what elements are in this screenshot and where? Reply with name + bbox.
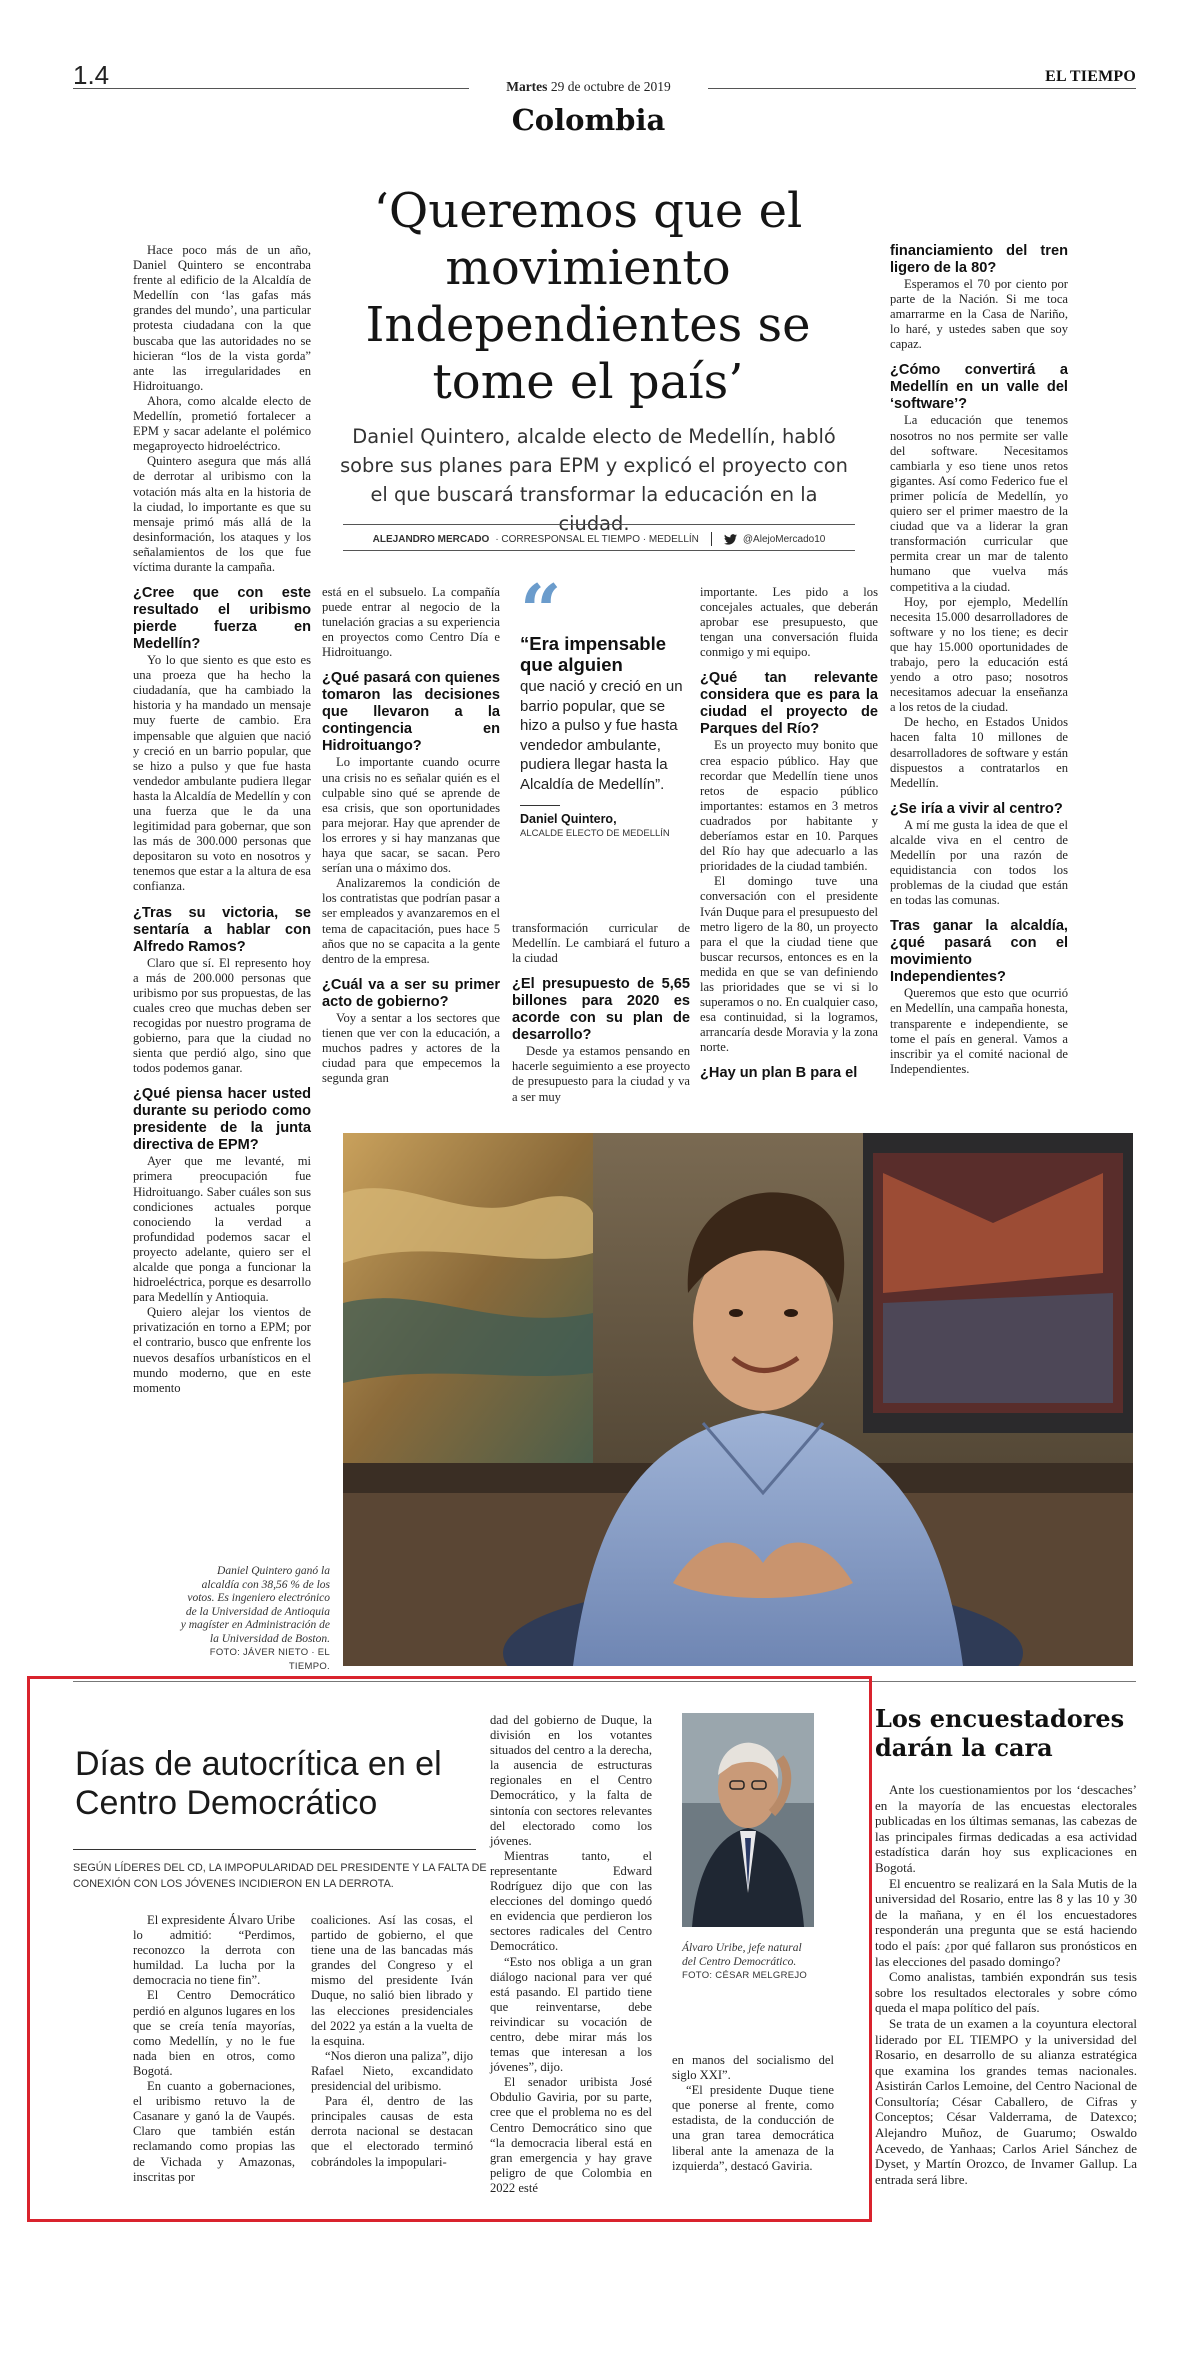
main-photo-caption-text: Daniel Quintero ganó la alcaldía con 38,56 % de los votos. Es ingeniero electrónico de la Universidad de Antioquia y magíster en Administración de la Universidad de Boston. — [180, 1565, 330, 1645]
main-deck: Daniel Quintero, alcalde electo de Medellín, habló sobre sus planes para EPM y explicó el proyecto con el que buscará transformar la educación en la ciudad. — [340, 425, 848, 535]
pull-quote-lead: “Era impensable que alguien — [520, 633, 667, 675]
question-heading: ¿Se iría a vivir al centro? — [890, 800, 1063, 817]
paragraph: coaliciones. Así las cosas, el partido de gobierno, el que tiene una de las bancadas más grandes del Congreso y el mismo del presidente Iván Duque, no salió bien librado y las elecciones presidenciales del 2022 ya están a la vuelta de la esquina. — [311, 1913, 473, 2048]
paragraph: importante. Les pido a los concejales actuales, que deberán aprobar ese presupuesto, que tengan una conversación fluida conmigo y mi equipo. — [700, 585, 878, 660]
cd-headline: Días de autocrítica en el Centro Democrático — [75, 1745, 442, 1822]
paragraph: Queremos que esto que ocurrió en Medellín, una campaña honesta, transparente e independiente, se tome el país en general. Vamos a inscribir ya el comité nacional de Independientes. — [890, 986, 1068, 1076]
main-column-3 — [512, 921, 690, 1105]
byline-twitter: @AlejoMercado10 — [742, 533, 826, 545]
twitter-icon — [724, 534, 737, 545]
header-rule-left — [73, 88, 469, 89]
paragraph: De hecho, en Estados Unidos hacen falta 10 millones de desarrolladores de software y están dispuestos a contratarlos en Medellín. — [890, 715, 1068, 790]
pull-quote-author: Daniel Quintero, — [520, 812, 617, 826]
paragraph: Hace poco más de un año, Daniel Quintero se encontraba frente al edificio de la Alcaldía de Medellín con ‘las gafas más grandes del mundo’, una particular protesta ciudadana con la que buscaba que las autoridades no se hicieran “los de la vista gorda” ante las irregularidades en Hidroituango. — [133, 243, 311, 393]
question-heading: Tras ganar la alcaldía, ¿qué pasará con el movimiento Independientes? — [890, 918, 1068, 986]
question-heading: ¿Cree que con este resultado el uribismo pierde fuerza en Medellín? — [133, 585, 311, 653]
paragraph: Yo lo que siento es que esto es una proeza que ha hecho la ciudadanía, que ha cambiado la historia y ha mandado un mensaje muy fuerte de cambio. Era impensable que alguien que nació y creció en un barrio popular, que se hizo a pulso y que fue hasta vendedor ambulante pudiera llegar hasta la Alcaldía de Medellín y con una fuerza que le da una legitimidad para gobernar, que son las más de 300.000 personas que depositaron su voto en nosotros y tenemos que estar a la altura de esa confianza. — [133, 653, 311, 894]
main-column-4 — [700, 585, 878, 1082]
byline-divider — [711, 532, 712, 546]
question-heading: ¿Hay un plan B para el — [700, 1065, 858, 1082]
cd-column-1 — [133, 1913, 295, 2185]
question-heading: ¿Qué tan relevante considera que es para la ciudad el proyecto de Parques del Río? — [700, 670, 878, 738]
cd-deck-rule — [73, 1849, 476, 1850]
paragraph: El Centro Democrático perdió en algunos lugares en los que se creía tenía mayorías, como Medellín, y no le fue nada bien en otros, como Bogotá. — [133, 1988, 295, 2078]
header-date — [469, 79, 708, 95]
cd-column-2 — [311, 1913, 473, 2170]
question-heading: financiamiento del tren ligero de la 80? — [890, 243, 1068, 276]
paragraph: está en el subsuelo. La compañía puede entrar al negocio de la tunelación gracias a su experiencia en proyectos como Centro Día e Hidroituango. — [322, 585, 500, 660]
uribe-photo-caption — [682, 1942, 814, 1983]
paragraph: Claro que sí. El represento hoy a más de 200.000 personas que uribismo por sus propuestas, de las cuales creo que muchas deben ser recogidas por nuestro programa de gobierno, para que la ciudad no sienta que perdió algo, sino que todos podemos ganar. — [133, 955, 311, 1076]
uribe-portrait-illustration — [682, 1713, 814, 1927]
header-day: Martes — [506, 79, 548, 94]
pull-quote — [520, 568, 684, 839]
byline-rule-bottom — [343, 550, 855, 551]
paragraph: transformación curricular de Medellín. Le cambiará el futuro a la ciudad — [512, 921, 690, 966]
question-heading: ¿Qué pasará con quienes tomaron las decisiones que llevaron a la contingencia en Hidroituango? — [322, 670, 500, 755]
question-heading: ¿Cómo convertirá a Medellín en un valle del ‘software’? — [890, 362, 1068, 413]
pull-quote-text: que nació y creció en un barrio popular, que se hizo a pulso y fue hasta vendedor ambulante, pudiera llegar hasta la Alcaldía de Medellín”. — [520, 678, 683, 793]
paragraph: Para él, dentro de las principales causas de esta derrota nacional se destacan que el electorado terminó cobrándoles la impopulari- — [311, 2094, 473, 2169]
byline-author: ALEJANDRO MERCADO — [372, 533, 490, 545]
page-number: 1.4 — [73, 60, 110, 90]
paragraph: El senador uribista José Obdulio Gaviria, por su parte, cree que el problema no es del Centro Democrático sino que “la democracia liberal está en gran emergencia y hay grave peligro de que Colombia en 2022 esté — [490, 2075, 652, 2195]
paragraph: El domingo tuve una conversación con el presidente Iván Duque para el presupuesto del metro ligero de la 80, un proyecto para el que la ciudad tiene que buscar recursos, entonces es en la medida en que se van definiendo las prioridades que se vi si lo superamos o no. En cualquier caso, esa continuidad, si la logramos, arrancaría desde Moravia y la zona norte. — [700, 874, 879, 1055]
main-column-5 — [890, 243, 1068, 1077]
paragraph: Mientras tanto, el representante Edward Rodríguez dijo que con las elecciones del domingo quedó en evidencia que perdieron los sectores radicales del Centro Democrático. — [490, 1848, 652, 1954]
paragraph: “Nos dieron una paliza”, dijo Rafael Nieto, excandidato presidencial del uribismo. — [311, 2048, 473, 2094]
paragraph: Lo importante cuando ocurre una crisis no es señalar quién es el culpable sino qué se aprende de esa crisis, que son oportunidades para mejorar. Hay que aprender de los errores y si hay manzanas que haya que sacar, se sacan. Pero serían una o máximo dos. — [322, 755, 500, 876]
paragraph: Es un proyecto muy bonito que crea espacio público. Hay que recordar que Medellín tiene unos retos de espacio público importantes: estamos en 3 metros cuadrados por habitante y deberíamos estar en 10. Parques del Río hay que adecuarlo a las prioridades de la ciudad también. — [700, 738, 878, 874]
question-heading: ¿Cuál va a ser su primer acto de gobierno? — [322, 976, 500, 1010]
section-title: Colombia — [511, 103, 666, 137]
paragraph: La educación que tenemos nosotros no nos permite ser valle del software. Necesitamos cambiarla y eso tiene unos retos gigantes. Así como Federico fue el primer policía de Medellín, yo quiero ser el primer maestro de la ciudad que va a liderar la gran transformación curricular que permita crear un mar de talento humano que vuelva más competitiva a la ciudad. — [890, 413, 1068, 594]
header-rule-right — [708, 88, 1136, 89]
paragraph: Analizaremos la condición de los contratistas que podrían pasar a ser empleados y avanzaremos en el tema de capacitación, pues hace 5 años que no se capacita a la gente dentro de la empresa. — [322, 876, 500, 966]
paragraph: Ayer que me levanté, mi primera preocupación fue Hidroituango. Saber cuáles son sus condiciones actuales porque conociendo la verdad a profundidad podemos sacar el proyecto adelante, quiero ser el alcalde que ponga a funcionar la hidroeléctrica, porque es desarrollo para Medellín y Antioquia. — [133, 1154, 311, 1305]
byline-rule-top — [343, 524, 855, 525]
paragraph: Ahora, como alcalde electo de Medellín, prometió fortalecer a EPM y sacar adelante el polémico megaproyecto hidroeléctrico. — [133, 393, 311, 454]
paragraph: Esperamos el 70 por ciento por parte de la Nación. Si me toca amarrarme en la Casa de Nariño, lo haré, y ustedes saben que soy capaz. — [890, 277, 1068, 352]
uribe-photo-credit: FOTO: CÉSAR MELGREJO — [682, 1970, 808, 1981]
pollsters-headline: Los encuestadores darán la cara — [875, 1704, 1125, 1762]
pull-quote-role: ALCALDE ELECTO DE MEDELLÍN — [520, 828, 670, 839]
paragraph: El expresidente Álvaro Uribe lo admitió: “Perdimos, reconozco la derrota con humildad. La lucha por la democracia no tiene fin”. — [133, 1913, 295, 1988]
paragraph: Como analistas, también expondrán sus tesis sobre los resultados electorales y sobre cómo queda el mapa político del país. — [875, 1969, 1137, 2016]
paragraph: Quiero alejar los vientos de privatización en torno a EPM; por el contrario, busco que enfrente los nuevos desafíos urbanísticos en el mundo moderno, que en este momento — [133, 1305, 311, 1395]
paragraph: Quintero asegura que más allá de derrotar al uribismo con la votación más alta en la historia de la ciudad, lo importante es que su mensaje primó más allá de la desinformación, los ataques y los señalamientos de los que fue víctima durante la campaña. — [133, 454, 311, 574]
paragraph: Se trata de un examen a la coyuntura electoral liderado por EL TIEMPO y la universidad del Rosario, en desarrollo de su alianza estratégica que examina los grandes temas nacionales. Asistirán Carlos Lemoine, del Centro Nacional de Consultoría; César Caballero, de Cifras y Conceptos; César Valderrama, de Datexco; Alejandro Muñoz, de Guarumo; Oswaldo Acevedo, de Yanhaas; Carlos Ariel Sánchez de Dyset, y Martín Orozco, de Invamer Gallup. La entrada será libre. — [875, 2015, 1137, 2187]
question-heading: ¿El presupuesto de 5,65 billones para 2020 es acorde con su plan de desarrollo? — [512, 976, 690, 1044]
paragraph: en manos del socialismo del siglo XXI”. — [672, 2053, 834, 2083]
main-column-2 — [322, 585, 500, 1086]
header-date-rest: 29 de octubre de 2019 — [550, 79, 671, 94]
cd-column-4 — [672, 2053, 834, 2174]
paragraph: “El presidente Duque tiene que ponerse al frente, como estadista, de la conducción de una gran tarea democrática liberal ante la amenaza de la izquierda”, destacó Gaviria. — [672, 2083, 834, 2173]
paragraph: “Esto nos obliga a un gran diálogo nacional para ver qué está pasando. El partido tiene que reinventarse, debe reivindicar su vocación de centro, debe mirar más los temas que interesan a los jóvenes”, dijo. — [490, 1954, 652, 2075]
main-photo-credit: FOTO: JÁVER NIETO · EL TIEMPO. — [209, 1647, 330, 1672]
paragraph: A mí me gusta la idea de que el alcalde viva en el centro de Medellín por una razón de equidistancia con todos los problemas de la ciudad que están en todas las comunas. — [890, 817, 1068, 908]
cd-column-3 — [490, 1713, 652, 2196]
main-photo-caption — [180, 1565, 330, 1673]
pull-quote-rule — [520, 805, 560, 806]
pollsters-body — [875, 1782, 1137, 2187]
byline-role: · CORRESPONSAL EL TIEMPO · MEDELLÍN — [495, 533, 699, 545]
main-photo — [343, 1133, 1133, 1666]
quote-mark-icon: “ — [520, 568, 562, 653]
portrait-illustration — [343, 1133, 1133, 1666]
paragraph: En cuanto a gobernaciones, el uribismo retuvo la de Casanare y ganó la de Vaupés. Claro que también están reclamando como propias las de Vichada y Amazonas, inscritas por — [133, 2079, 295, 2184]
paragraph: dad del gobierno de Duque, la división en los votantes situados del centro a la derecha, la ausencia de estructuras regionales en el Centro Democrático, y la falta de sintonía con sectores relevantes del electorado como los jóvenes. — [490, 1713, 652, 1848]
uribe-photo-caption-text: Álvaro Uribe, jefe natural del Centro Democrático. — [682, 1942, 802, 1968]
cd-deck: SEGÚN LÍDERES DEL CD, LA IMPOPULARIDAD DEL PRESIDENTE Y LA FALTA DE CONEXIÓN CON LOS JÓVENES INCIDIERON EN LA DERROTA. — [73, 1862, 487, 1890]
question-heading: ¿Tras su victoria, se sentaría a hablar con Alfredo Ramos? — [133, 904, 311, 955]
publication-name: EL TIEMPO — [1045, 68, 1136, 85]
byline — [343, 529, 855, 549]
paragraph: Ante los cuestionamientos por los ‘descaches’ en la mayoría de las encuestas electorales publicadas en los últimas semanas, las cabezas de las principales firmas dedicadas a esa actividad estadística darán hoy sus explicaciones en Bogotá. — [875, 1782, 1137, 1875]
paragraph: El encuentro se realizará en la Sala Mutis de la universidad del Rosario, entre las 8 y las 10 y 30 de la mañana, y en él los encuestadores responderán una pregunta que se está haciendo todo el país: ¿por qué fallaron sus pronósticos en las elecciones del pasado domingo? — [875, 1875, 1137, 1969]
paragraph: Voy a sentar a los sectores que tienen que ver con la educación, a muchos padres y actores de la ciudad para que empecemos la segunda gran — [322, 1010, 500, 1086]
question-heading: ¿Qué piensa hacer usted durante su periodo como presidente de la junta directiva de EPM? — [133, 1086, 311, 1154]
main-headline: ‘Queremos que el movimiento Independientes se tome el país’ — [365, 183, 811, 410]
main-column-1 — [133, 243, 311, 1396]
uribe-photo — [682, 1713, 814, 1927]
paragraph: Desde ya estamos pensando en hacerle seguimiento a ese proyecto de presupuesto para la ciudad y va a ser muy — [512, 1044, 690, 1104]
paragraph: Hoy, por ejemplo, Medellín necesita 15.000 desarrolladores de software y no los tiene; es decir que hay 15.000 oportunidades de trabajo, pero la educación está yendo a otro paso; nosotros necesitamos adecuar la enseñanza a los retos de la ciudad. — [890, 594, 1068, 715]
